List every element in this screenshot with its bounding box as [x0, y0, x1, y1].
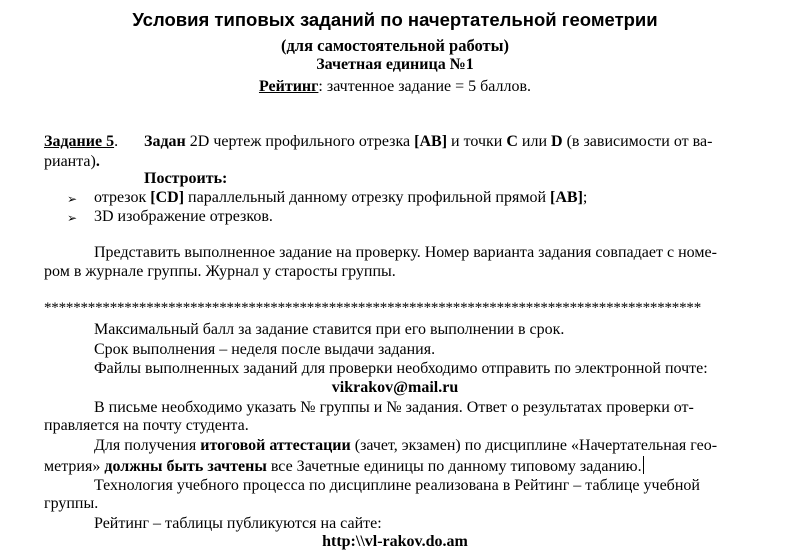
unit-heading: Зачетная единица №1: [316, 56, 474, 73]
separator: ******************************************************************************************: [44, 300, 702, 316]
task-text-2: [44, 152, 100, 172]
rating-text: : зачтенное задание = 5 баллов.: [318, 78, 532, 95]
attestation-2-bold: должны быть зачтены: [104, 458, 267, 475]
build-item-1: [94, 188, 587, 208]
build-heading: Построить:: [144, 170, 228, 187]
task-text-a: 2D чертеж профильного отрезка: [185, 133, 415, 150]
rating-label: Рейтинг: [258, 78, 319, 95]
given-word: Задан: [144, 133, 186, 150]
segment-ab-2: [AB]: [550, 189, 583, 206]
task-label: Задание 5: [44, 133, 115, 150]
page-title: Условия типовых заданий по начертательной геометрии: [132, 9, 658, 30]
files-note: Файлы выполненных заданий для проверки необходимо отправить по электронной почте:: [94, 360, 708, 377]
attestation-a: Для получения: [94, 437, 201, 454]
attestation-line-1: [94, 436, 717, 456]
attestation-2-c: все Зачетные единицы по данному типовому заданию.: [266, 458, 642, 475]
build-item-1-end: ;: [582, 189, 588, 206]
submit-line-1: Представить выполненное задание на проверку. Номер варианта задания совпадает с номе-: [94, 244, 717, 261]
attestation-line-2: [44, 456, 644, 477]
point-c: C: [506, 133, 518, 150]
bullet-arrow-icon: ➢: [67, 192, 78, 206]
task-text-dot: .: [95, 153, 100, 170]
attestation-bold: итоговой аттестации: [200, 437, 351, 454]
attestation-c: (зачет, экзамен) по дисциплине «Начертательная гео-: [350, 437, 718, 454]
subtitle: (для самостоятельной работы): [280, 36, 510, 55]
task-or: или: [517, 133, 552, 150]
email-address[interactable]: vikrakov@mail.ru: [331, 379, 459, 396]
deadline: Срок выполнения – неделя после выдачи задания.: [94, 341, 436, 358]
task-dot: .: [114, 133, 119, 150]
point-d: D: [551, 133, 563, 150]
text-cursor: [643, 456, 644, 474]
build-item-1-b: параллельный данному отрезку профильной прямой: [184, 189, 551, 206]
build-item-2: 3D изображение отрезков.: [94, 208, 273, 225]
task-text-c: (в зависимости от ва-: [562, 133, 713, 150]
task-text-variant: рианта): [44, 153, 96, 170]
attestation-2-a: метрия»: [44, 458, 105, 475]
build-item-1-a: отрезок: [94, 189, 151, 206]
task-text-1: [144, 132, 712, 152]
tech-line-2: группы.: [44, 495, 99, 512]
site-url[interactable]: http:\\vl-rakov.do.am: [322, 533, 468, 550]
task-line-1: [44, 132, 118, 152]
task-text-b: и точки: [447, 133, 507, 150]
letter-line-1: В письме необходимо указать № группы и № задания. Ответ о результатах проверки от-: [94, 399, 694, 416]
bullet-arrow-icon: ➢: [67, 211, 78, 225]
tech-line-1: Технология учебного процесса по дисциплине реализована в Рейтинг – таблице учебной: [94, 477, 700, 494]
submit-line-2: ром в журнале группы. Журнал у старосты группы.: [44, 263, 396, 280]
segment-cd: [CD]: [150, 189, 185, 206]
letter-line-2: правляется на почту студента.: [44, 417, 249, 434]
max-score: Максимальный балл за задание ставится при его выполнении в срок.: [94, 321, 565, 338]
rating-line: [0, 77, 790, 97]
segment-ab: [AB]: [414, 133, 448, 150]
published-note: Рейтинг – таблицы публикуются на сайте:: [94, 515, 382, 532]
